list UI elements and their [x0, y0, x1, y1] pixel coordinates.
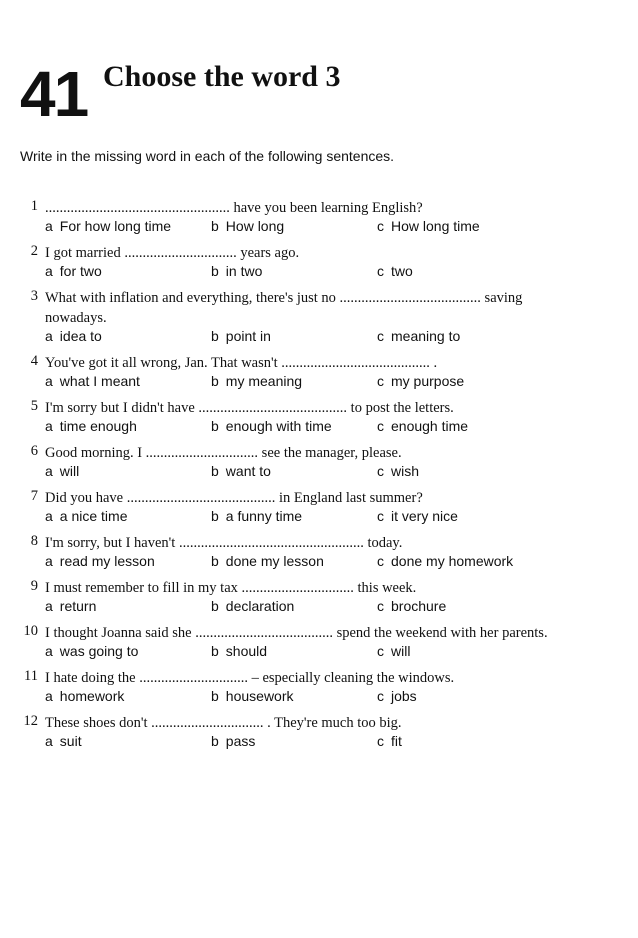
option-letter: c [377, 373, 384, 389]
option-letter: a [45, 263, 53, 279]
answer-option-a[interactable] [45, 418, 137, 434]
option-letter: c [377, 263, 384, 279]
answer-option-a[interactable] [45, 688, 124, 704]
option-letter: a [45, 598, 53, 614]
answer-option-a[interactable] [45, 218, 171, 234]
answer-option-c[interactable] [377, 218, 480, 234]
option-letter: a [45, 553, 53, 569]
answer-options [45, 598, 580, 619]
option-letter: c [377, 218, 384, 234]
option-letter: b [211, 263, 219, 279]
question-number: 5 [30, 398, 38, 414]
option-text: will [59, 463, 80, 479]
option-text: will [391, 643, 411, 659]
question-number: 8 [30, 533, 38, 549]
question-list [20, 198, 580, 758]
answer-option-c[interactable] [377, 598, 446, 614]
answer-options [45, 463, 580, 484]
option-text: read my lesson [59, 553, 155, 569]
option-letter: c [377, 688, 384, 704]
question-number: 1 [30, 198, 38, 214]
option-text: fit [391, 733, 402, 749]
option-text: my purpose [391, 373, 465, 389]
answer-option-c[interactable] [377, 373, 464, 389]
answer-options [45, 263, 580, 284]
option-letter: b [211, 373, 219, 389]
answer-options [45, 508, 580, 529]
question-number: 11 [24, 668, 38, 684]
option-text: enough time [391, 418, 469, 434]
option-text: in two [225, 263, 263, 279]
question-number: 9 [30, 578, 38, 594]
option-text: housework [225, 688, 294, 704]
question-text: I'm sorry, but I haven't ................................................... today. [45, 535, 403, 551]
answer-option-c[interactable] [377, 508, 458, 524]
option-text: a funny time [225, 508, 303, 524]
answer-option-c[interactable] [377, 263, 413, 279]
question-number: 10 [23, 623, 38, 639]
option-letter: c [377, 328, 384, 344]
option-text: for two [59, 263, 102, 279]
question-text: Did you have ......................................... in England last summer? [45, 490, 423, 506]
question-text: I got married ............................... years ago. [45, 245, 300, 261]
option-text: For how long time [59, 218, 172, 234]
option-text: suit [59, 733, 82, 749]
question-item [20, 533, 580, 574]
option-text: declaration [225, 598, 295, 614]
option-letter: c [377, 643, 384, 659]
question-item [20, 668, 580, 709]
option-letter: a [45, 643, 53, 659]
option-text: jobs [391, 688, 417, 704]
question-number: 12 [23, 713, 38, 729]
option-text: it very nice [391, 508, 458, 524]
option-letter: b [211, 463, 219, 479]
answer-option-c[interactable] [377, 328, 460, 344]
option-text: should [225, 643, 268, 659]
option-letter: a [45, 218, 53, 234]
question-number: 3 [30, 288, 38, 304]
answer-option-c[interactable] [377, 688, 417, 704]
answer-option-a[interactable] [45, 373, 140, 389]
answer-option-c[interactable] [377, 733, 402, 749]
option-text: meaning to [391, 328, 461, 344]
option-letter: a [45, 733, 53, 749]
question-text: Good morning. I ............................... see the manager, please. [45, 445, 402, 461]
option-letter: a [45, 418, 53, 434]
option-text: done my lesson [225, 553, 324, 569]
question-text: ................................................... have you been learning English? [45, 200, 423, 216]
answer-option-c[interactable] [377, 553, 513, 569]
option-text: was going to [59, 643, 139, 659]
answer-option-b[interactable] [211, 733, 255, 749]
answer-option-c[interactable] [377, 418, 468, 434]
option-letter: c [377, 418, 384, 434]
option-text: enough with time [225, 418, 332, 434]
option-text: want to [225, 463, 271, 479]
answer-option-b[interactable] [211, 553, 324, 569]
answer-options [45, 328, 580, 349]
option-text: homework [59, 688, 125, 704]
answer-option-a[interactable] [45, 598, 96, 614]
question-item [20, 623, 580, 664]
option-text: brochure [391, 598, 447, 614]
option-text: my meaning [225, 373, 303, 389]
option-text: pass [225, 733, 256, 749]
answer-option-b[interactable] [211, 263, 262, 279]
question-item [20, 198, 580, 239]
option-letter: c [377, 553, 384, 569]
question-item [20, 288, 580, 349]
question-text: I hate doing the .............................. – especially cleaning the windows. [45, 670, 455, 686]
option-letter: c [377, 463, 384, 479]
option-letter: c [377, 598, 384, 614]
answer-options [45, 688, 580, 709]
option-letter: a [45, 328, 53, 344]
question-number: 6 [30, 443, 38, 459]
option-text: two [391, 263, 413, 279]
question-text: What with inflation and everything, there's just no ....................................... saving nowadays. [45, 290, 527, 326]
option-letter: b [211, 218, 219, 234]
answer-option-b[interactable] [211, 688, 294, 704]
question-text: These shoes don't ............................... . They're much too big. [45, 715, 402, 731]
answer-option-b[interactable] [211, 418, 332, 434]
option-letter: b [211, 508, 219, 524]
question-item [20, 488, 580, 529]
option-letter: c [377, 508, 384, 524]
question-item [20, 713, 580, 754]
option-letter: c [377, 733, 384, 749]
question-item [20, 353, 580, 394]
answer-option-b[interactable] [211, 463, 271, 479]
unit-number: 41 [20, 58, 88, 130]
question-number: 7 [30, 488, 38, 504]
option-text: what I meant [59, 373, 140, 389]
answer-option-a[interactable] [45, 263, 102, 279]
option-letter: a [45, 508, 53, 524]
option-letter: b [211, 733, 219, 749]
instruction-text: Write in the missing word in each of the following sentences. [20, 148, 395, 164]
question-text: I thought Joanna said she ...................................... spend the weekend with her parents. [45, 625, 548, 641]
option-letter: b [211, 328, 219, 344]
answer-option-a[interactable] [45, 463, 79, 479]
option-letter: b [211, 643, 219, 659]
answer-option-b[interactable] [211, 218, 284, 234]
answer-option-b[interactable] [211, 643, 267, 659]
question-text: I must remember to fill in my tax ............................... this week. [45, 580, 417, 596]
answer-option-c[interactable] [377, 463, 419, 479]
option-letter: a [45, 688, 53, 704]
answer-option-a[interactable] [45, 553, 155, 569]
option-letter: a [45, 463, 53, 479]
answer-option-a[interactable] [45, 643, 138, 659]
option-letter: b [211, 598, 219, 614]
answer-options [45, 373, 580, 394]
question-item [20, 443, 580, 484]
option-text: idea to [59, 328, 102, 344]
option-text: done my homework [391, 553, 514, 569]
option-text: How long time [391, 218, 480, 234]
question-item [20, 243, 580, 284]
option-text: time enough [59, 418, 137, 434]
question-number: 2 [30, 243, 38, 259]
question-text: I'm sorry but I didn't have ......................................... to post the letters. [45, 400, 454, 416]
answer-option-a[interactable] [45, 328, 102, 344]
answer-option-b[interactable] [211, 508, 302, 524]
option-text: point in [225, 328, 271, 344]
option-text: a nice time [59, 508, 128, 524]
answer-option-b[interactable] [211, 373, 302, 389]
question-item [20, 398, 580, 439]
question-text: You've got it all wrong, Jan. That wasn't ......................................... . [45, 355, 438, 371]
option-text: wish [391, 463, 420, 479]
answer-options [45, 418, 580, 439]
answer-options [45, 733, 580, 754]
option-letter: b [211, 688, 219, 704]
unit-title: Choose the word 3 [103, 60, 341, 93]
answer-option-a[interactable] [45, 733, 82, 749]
question-number: 4 [30, 353, 38, 369]
option-text: How long [225, 218, 285, 234]
answer-option-a[interactable] [45, 508, 128, 524]
answer-options [45, 218, 580, 239]
answer-option-b[interactable] [211, 328, 271, 344]
answer-option-c[interactable] [377, 643, 410, 659]
answer-options [45, 553, 580, 574]
answer-option-b[interactable] [211, 598, 294, 614]
option-letter: b [211, 418, 219, 434]
answer-options [45, 643, 580, 664]
option-text: return [59, 598, 97, 614]
option-letter: b [211, 553, 219, 569]
option-letter: a [45, 373, 53, 389]
question-item [20, 578, 580, 619]
